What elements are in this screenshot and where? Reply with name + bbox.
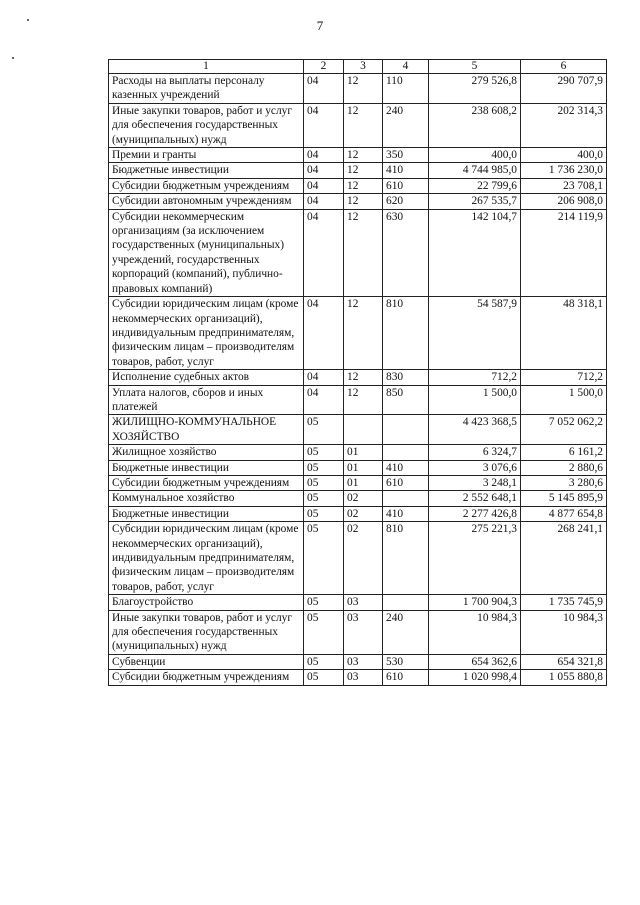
expense-type-code-cell: 850 [383, 385, 429, 415]
subsection-code-cell: 12 [344, 370, 383, 385]
expense-type-code-cell [383, 445, 429, 460]
expense-type-code-cell: 810 [383, 522, 429, 595]
subsection-code-cell: 12 [344, 385, 383, 415]
table-row [109, 445, 607, 460]
section-code-cell: 05 [304, 415, 344, 445]
amount-col6-cell: 1 055 880,8 [521, 670, 607, 685]
section-code-cell: 05 [304, 595, 344, 610]
subsection-code-cell: 02 [344, 522, 383, 595]
table-row [109, 370, 607, 385]
section-code-cell: 05 [304, 654, 344, 669]
subsection-code-cell: 12 [344, 194, 383, 209]
item-name-cell: Благоустройство [109, 595, 304, 610]
expense-type-code-cell: 610 [383, 475, 429, 490]
item-name-cell: Жилищное хозяйство [109, 445, 304, 460]
section-code-cell: 05 [304, 491, 344, 506]
amount-col5-cell: 6 324,7 [429, 445, 521, 460]
table-row [109, 385, 607, 415]
expense-type-code-cell: 240 [383, 103, 429, 147]
amount-col5-cell: 3 076,6 [429, 460, 521, 475]
subsection-code-cell: 03 [344, 610, 383, 654]
amount-col5-cell: 238 608,2 [429, 103, 521, 147]
table-row [109, 194, 607, 209]
amount-col6-cell: 202 314,3 [521, 103, 607, 147]
scan-speck [12, 57, 14, 59]
item-name-cell: Субсидии юридическим лицам (кроме некоммерческих организаций), индивидуальным предпринимателям, физическим лицам – производителям товаров, работ, услуг [109, 297, 304, 370]
amount-col5-cell: 267 535,7 [429, 194, 521, 209]
amount-col5-cell: 400,0 [429, 148, 521, 163]
amount-col6-cell: 268 241,1 [521, 522, 607, 595]
item-name-cell: Бюджетные инвестиции [109, 506, 304, 521]
subsection-code-cell: 01 [344, 475, 383, 490]
item-name-cell: Субсидии бюджетным учреждениям [109, 178, 304, 193]
subsection-code-cell: 12 [344, 209, 383, 296]
item-name-cell: Бюджетные инвестиции [109, 460, 304, 475]
subsection-code-cell: 02 [344, 491, 383, 506]
amount-col6-cell: 4 877 654,8 [521, 506, 607, 521]
item-name-cell: Субвенции [109, 654, 304, 669]
section-code-cell: 05 [304, 460, 344, 475]
section-code-cell: 05 [304, 445, 344, 460]
section-code-cell: 05 [304, 610, 344, 654]
section-code-cell: 05 [304, 475, 344, 490]
subsection-code-cell: 12 [344, 103, 383, 147]
subsection-code-cell: 03 [344, 654, 383, 669]
expense-type-code-cell: 350 [383, 148, 429, 163]
subsection-code-cell: 12 [344, 74, 383, 104]
amount-col5-cell: 712,2 [429, 370, 521, 385]
subsection-code-cell: 03 [344, 595, 383, 610]
amount-col6-cell: 10 984,3 [521, 610, 607, 654]
section-code-cell: 04 [304, 297, 344, 370]
subsection-code-cell [344, 415, 383, 445]
expense-type-code-cell: 810 [383, 297, 429, 370]
budget-table [108, 59, 607, 686]
subsection-code-cell: 12 [344, 297, 383, 370]
item-name-cell: Уплата налогов, сборов и иных платежей [109, 385, 304, 415]
section-code-cell: 04 [304, 209, 344, 296]
amount-col5-cell: 22 799,6 [429, 178, 521, 193]
amount-col6-cell: 400,0 [521, 148, 607, 163]
amount-col6-cell: 2 880,6 [521, 460, 607, 475]
header-cell: 1 [109, 60, 304, 74]
table-row [109, 670, 607, 685]
amount-col6-cell: 3 280,6 [521, 475, 607, 490]
header-cell: 3 [344, 60, 383, 74]
item-name-cell: Коммунальное хозяйство [109, 491, 304, 506]
amount-col6-cell: 712,2 [521, 370, 607, 385]
table-row [109, 475, 607, 490]
amount-col5-cell: 4 423 368,5 [429, 415, 521, 445]
amount-col5-cell: 1 700 904,3 [429, 595, 521, 610]
amount-col5-cell: 2 552 648,1 [429, 491, 521, 506]
section-code-cell: 04 [304, 103, 344, 147]
item-name-cell: Расходы на выплаты персоналу казенных учреждений [109, 74, 304, 104]
amount-col6-cell: 206 908,0 [521, 194, 607, 209]
header-cell: 6 [521, 60, 607, 74]
expense-type-code-cell: 610 [383, 670, 429, 685]
scan-speck [27, 19, 29, 21]
subsection-code-cell: 12 [344, 148, 383, 163]
table-row [109, 506, 607, 521]
page-number: 7 [316, 18, 324, 33]
amount-col5-cell: 1 500,0 [429, 385, 521, 415]
section-code-cell: 04 [304, 194, 344, 209]
amount-col5-cell: 1 020 998,4 [429, 670, 521, 685]
expense-type-code-cell: 630 [383, 209, 429, 296]
amount-col6-cell: 1 735 745,9 [521, 595, 607, 610]
item-name-cell: Субсидии бюджетным учреждениям [109, 670, 304, 685]
header-cell: 4 [383, 60, 429, 74]
header-cell: 5 [429, 60, 521, 74]
item-name-cell: Бюджетные инвестиции [109, 163, 304, 178]
table-row [109, 163, 607, 178]
section-code-cell: 05 [304, 670, 344, 685]
table-row [109, 522, 607, 595]
expense-type-code-cell: 240 [383, 610, 429, 654]
table-row [109, 103, 607, 147]
subsection-code-cell: 12 [344, 178, 383, 193]
expense-type-code-cell: 620 [383, 194, 429, 209]
expense-type-code-cell [383, 415, 429, 445]
amount-col6-cell: 1 500,0 [521, 385, 607, 415]
table-row [109, 491, 607, 506]
item-name-cell: Иные закупки товаров, работ и услуг для обеспечения государственных (муниципальных) нужд [109, 103, 304, 147]
amount-col5-cell: 275 221,3 [429, 522, 521, 595]
amount-col5-cell: 279 526,8 [429, 74, 521, 104]
amount-col5-cell: 654 362,6 [429, 654, 521, 669]
amount-col5-cell: 10 984,3 [429, 610, 521, 654]
section-code-cell: 04 [304, 385, 344, 415]
item-name-cell: Субсидии бюджетным учреждениям [109, 475, 304, 490]
amount-col5-cell: 54 587,9 [429, 297, 521, 370]
table-row [109, 178, 607, 193]
amount-col6-cell: 5 145 895,9 [521, 491, 607, 506]
amount-col6-cell: 1 736 230,0 [521, 163, 607, 178]
table-body [109, 74, 607, 686]
expense-type-code-cell: 410 [383, 163, 429, 178]
subsection-code-cell: 02 [344, 506, 383, 521]
section-code-cell: 04 [304, 74, 344, 104]
amount-col6-cell: 654 321,8 [521, 654, 607, 669]
expense-type-code-cell: 410 [383, 460, 429, 475]
item-name-cell: Иные закупки товаров, работ и услуг для обеспечения государственных (муниципальных) нужд [109, 610, 304, 654]
item-name-cell: Субсидии юридическим лицам (кроме некоммерческих организаций), индивидуальным предпринимателям, физическим лицам – производителям товаров, работ, услуг [109, 522, 304, 595]
amount-col6-cell: 6 161,2 [521, 445, 607, 460]
expense-type-code-cell [383, 491, 429, 506]
amount-col6-cell: 7 052 062,2 [521, 415, 607, 445]
expense-type-code-cell: 610 [383, 178, 429, 193]
expense-type-code-cell: 110 [383, 74, 429, 104]
section-code-cell: 05 [304, 506, 344, 521]
amount-col5-cell: 3 248,1 [429, 475, 521, 490]
amount-col6-cell: 23 708,1 [521, 178, 607, 193]
item-name-cell: Исполнение судебных актов [109, 370, 304, 385]
table-row [109, 415, 607, 445]
subsection-code-cell: 03 [344, 670, 383, 685]
table-row [109, 610, 607, 654]
header-cell: 2 [304, 60, 344, 74]
table-row [109, 209, 607, 296]
table-row [109, 654, 607, 669]
section-code-cell: 05 [304, 522, 344, 595]
amount-col6-cell: 290 707,9 [521, 74, 607, 104]
table-row [109, 148, 607, 163]
expense-type-code-cell: 410 [383, 506, 429, 521]
amount-col5-cell: 2 277 426,8 [429, 506, 521, 521]
expense-type-code-cell [383, 595, 429, 610]
subsection-code-cell: 01 [344, 445, 383, 460]
amount-col5-cell: 142 104,7 [429, 209, 521, 296]
header-row [109, 60, 607, 74]
table-row [109, 460, 607, 475]
amount-col5-cell: 4 744 985,0 [429, 163, 521, 178]
item-name-cell: Премии и гранты [109, 148, 304, 163]
expense-type-code-cell: 830 [383, 370, 429, 385]
item-name-cell: Субсидии некоммерческим организациям (за исключением государственных (муниципальных) учреждений, государственных корпораций (компаний), публично-правовых компаний) [109, 209, 304, 296]
subsection-code-cell: 01 [344, 460, 383, 475]
section-code-cell: 04 [304, 163, 344, 178]
item-name-cell: Субсидии автономным учреждениям [109, 194, 304, 209]
section-code-cell: 04 [304, 148, 344, 163]
item-name-cell: ЖИЛИЩНО-КОММУНАЛЬНОЕ ХОЗЯЙСТВО [109, 415, 304, 445]
section-code-cell: 04 [304, 370, 344, 385]
amount-col6-cell: 214 119,9 [521, 209, 607, 296]
amount-col6-cell: 48 318,1 [521, 297, 607, 370]
section-code-cell: 04 [304, 178, 344, 193]
table-row [109, 74, 607, 104]
table-row [109, 595, 607, 610]
table-row [109, 297, 607, 370]
subsection-code-cell: 12 [344, 163, 383, 178]
expense-type-code-cell: 530 [383, 654, 429, 669]
